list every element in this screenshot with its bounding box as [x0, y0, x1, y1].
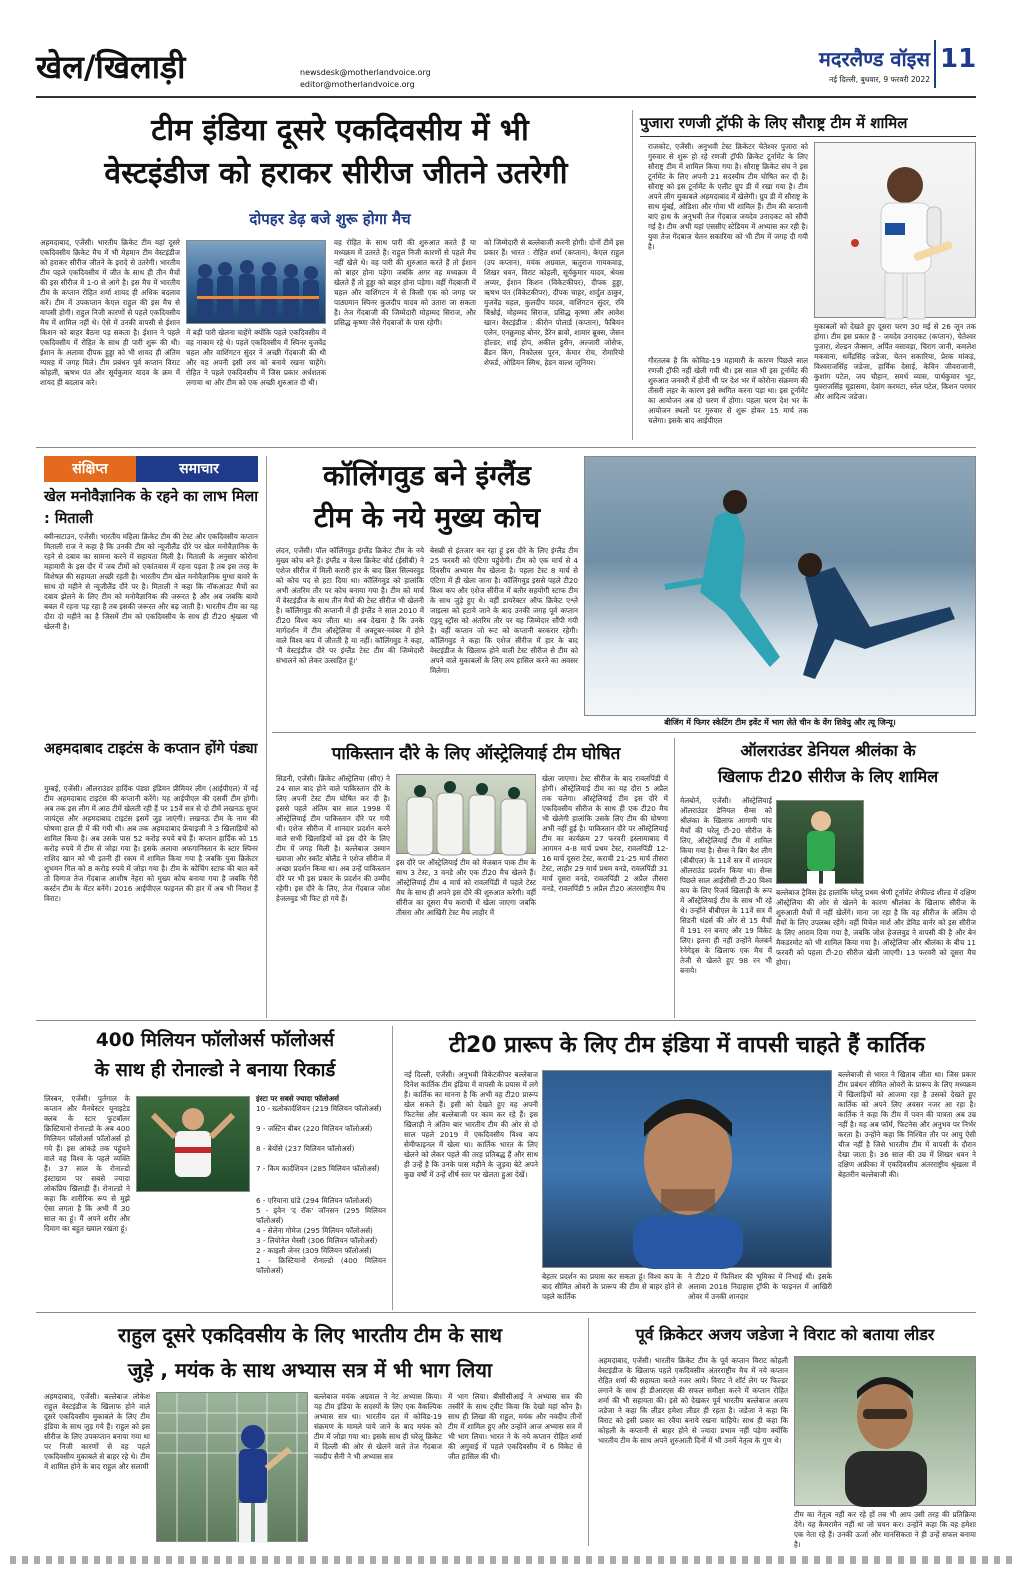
- karthik-column-1: नई दिल्ली, एजेंसी। अनुभवी विकेटकीपर बल्लेबाज दिनेश कार्तिक टीम इंडिया में वापसी के प्रयास में लगे हैं। कार्तिक का मानना है कि अभी वह टी20 प्रारूप खेल सकते हैं। इसी को देखते हुए वह अपनी फिटनेस और बल्लेबाजी पर काम कर रहे हैं। इस खिलाड़ी ने अंतिम बार भारतीय टीम की ओर से दो साल पहले 2019 में एकदिवसीय विश्व कप सेमीफाइनल में खेला था। कार्तिक भारत के लिए खेलने को लेकर पहले की तरह प्रतिबद्ध हैं और साथ ही उन्हें है कि उनके पास महीने के जुड़वा बेटे अपने कुछ वर्षों में उन्हें शीर्ष स्तर पर खेलता हुआ देखें।: [404, 1070, 538, 1179]
- follower-list-item: इंस्टा पर सबसे ज्यादा फॉलोअर्स: [256, 1094, 339, 1103]
- ronaldo-headline-line2: के साथ ही रोनाल्डो ने बनाया रिकार्ड: [94, 1060, 336, 1081]
- pakistan-headline: पाकिस्तान दौरे के लिए ऑस्ट्रेलियाई टीम घोषित: [331, 744, 621, 764]
- follower-list-item: 5 - ड्वेन 'द रॉक' जॉनसन (295 मिलियन फॉलोअर्स): [256, 1206, 386, 1225]
- pandya-body: मुम्बई, एजेंसी। ऑलराउंडर हार्दिक पंड्या इंडियन प्रीमियर लीग (आईपीएल) में नई टीम अहमदाबाद टाइटंस की कप्तानी करेंगे। यह आईपीएल की दसवीं टीम होगी। अब तक इस लीग में आठ टीमें खेलती रही हैं पर 15वें सत्र से दो टीमें लखनऊ सुपर जायंट्स और अहमदाबाद टाइटंस इसमें जुड़ जाएंगी। लखनऊ टीम के नाम की घोषणा हाल ही में की गयी थी। अब तक अहमदाबाद फ्रेंचाइजी ने 3 खिलाड़ियों को शामिल किया है। अब उसके पास 52 करोड़ रुपये बचे हैं। कप्तान हार्दिक को 15 करोड़ रुपये में टीम से जोड़ा गया है। इसके अलावा अफगानिस्तान के स्टार स्पिनर राशिद खान को भी इतनी ही रकम में शामिल किया गया है जबकि युवा क्रिकेटर शुभमन गिल को 8 करोड़ रुपये में जोड़ा गया है। टीम के कोचिंग स्टाफ की बात करें तो दिग्गज तेज गेंदबाज आशीष नेहरा को मुख्य कोच बनाया गया है जबकि गैरी कर्स्टन टीम के मेंटर बनेंगे। 2016 आईपीएल फाइनल की हार में अब भी निराश हैं विराट।: [44, 784, 258, 903]
- mithali-headline: खेल मनोवैज्ञानिक के रहने का लाभ मिला : मिताली: [44, 489, 259, 527]
- lead-headline-line1: टीम इंडिया दूसरे एकदिवसीय में भी: [151, 113, 529, 148]
- email-newsdesk[interactable]: newsdesk@motherlandvoice.org: [300, 68, 431, 77]
- pakistan-column-1: सिडनी, एजेंसी। क्रिकेट ऑस्ट्रेलिया (सीए) ने 24 साल बाद होने वाले पाकिस्तान दौरे के लिए अपनी टेस्ट टीम घोषित कर दी है। इससे पहले अंतिम बार साल 1998 में ऑस्ट्रेलियाई टीम पाकिस्तान दौरे पर गयी थी। एशेज सीरीज में शानदार प्रदर्शन करने वाले सभी खिलाड़ियों को इस दौरे के लिए टीम में जगह मिली है। बल्लेबाज उस्मान ख्वाजा और स्कॉट बोलैंड ने एशेज सीरीज में अच्छा प्रदर्शन किया था। अब उन्हें पाकिस्तान दौरे पर भी इस प्रकार के प्रदर्शन की उम्मीद रहेगी। इस दौरे के लिए, तेज गेंदबाज जोश हेजलवुड भी फिट हो गये हैं।: [276, 774, 390, 903]
- collingwood-column-2: बेसब्री से इंतजार कर रहा हूं इस दौरे के लिए इंग्लैंड टीम 25 फरवरी को एंटिगा पहुंचेगी। टीम को एक मार्च से 4 दिवसीय अभ्यास मैच खेलना है। पहला टेस्ट 8 मार्च से एंटिगा में ही खेला जाना है। कॉलिंगवुड इससे पहले टी20 विश्व कप और एशेज सीरीज में बतौर सहयोगी स्टाफ टीम के साथ जुड़े हुए थे। वहीं डायरेक्टर ऑफ क्रिकेट एश्ले जाइल्स को हटाये जाने के बाद उनकी जगह पूर्व कप्तान एंड्रयू स्ट्रॉस को अंतरिम तौर पर यह जिम्मेदार सौंपी गयी है। वहीं कप्तान जो रूट को कप्तानी बरकरार रहेगी। कॉलिंगवुड ने कहा कि एशेज सीरीज में हार के बाद वेस्टइंडीज के खिलाफ होने वाली टेस्ट सीरीज से टीम को अपने वाले मुकाबलों के लिए लय हासिल करने का अवसर मिलेगा।: [430, 546, 578, 675]
- page-divider-line: [934, 40, 936, 88]
- follower-list-item: 4 - सेलेना गोमेज (295 मिलियन फॉलोअर्स): [256, 1226, 373, 1235]
- ronaldo-headline-line1: 400 मिलियन फॉलोअर्स फॉलोअर्स: [95, 1030, 335, 1051]
- section-rule: [36, 1020, 976, 1021]
- dateline: नई दिल्ली, बुधवार, 9 फरवरी 2022: [829, 75, 930, 84]
- rahul-headline-line1: राहुल दूसरे एकदिवसीय के लिए भारतीय टीम के साथ: [117, 1323, 503, 1347]
- pandya-headline: अहमदाबाद टाइटंस के कप्तान होंगे पंड्या: [44, 741, 258, 757]
- skating-caption: बीजिंग में फिगर स्केटिंग टीम इवेंट में भाग लेते चीन के वेंग शिवेयु और त्यू जिन्यू।: [584, 716, 976, 730]
- karthik-column-2: बल्लेबाजी से भारत ने खिताब जीता था। जिस प्रकार टीम प्रबंधन सीमित ओवरों के प्रारूप के लिए मध्यक्रम में खिलाड़ियों को आजमा रहा है उसको देखते हुए कार्तिक को अपने लिए अवसर नजर आ रहा है। कार्तिक ने कहा कि टीम में पवन की पात्रता अब उम्र नहीं है। यह अब फॉर्म, फिटनेस और अनुभव पर निर्भर करता है। उन्होंने कहा कि निश्चित तौर पर आयु ऐसी चीज नहीं है जिसे भारतीय टीम में वापसी के दौरान देखा जाता है। 36 साल की उम्र में शिखर धवन ने दक्षिण अफ्रीका में एकदिवसीय अंतरराष्ट्रीय श्रृंखला में बेहतरीन बल्लेबाजी की।: [838, 1070, 976, 1179]
- sams-column-2: बल्लेबाज ट्रैविस हेड हालांकि घरेलू प्रथम श्रेणी टूर्नामेंट शेफील्ड शील्ड में दक्षिण ऑस्ट्रेलिया की ओर से खेलने के कारण श्रीलंका के खिलाफ सीरीज के शुरुआती मैचों में नहीं खेलेंगे। माना जा रहा है कि वह सीरीज के अंतिम दो मैचों के लिए उपलब्ध रहेंगे। वहीं मिचेल मार्श और डेविड वार्नर को इस सीरीज के लिए आराम दिया गया है, जबकि जोश हेजलवुड ने वापसी की है और बेन मैकडरमोट को भी शामिल किया गया है। ऑस्ट्रेलिया और श्रीलंका के बीच 11 फरवरी को पहला टी-20 सीरीज खेली जाएगी। 13 फरवरी को दूसरा मैच होगा।: [776, 888, 976, 967]
- rahul-column-1: अहमदाबाद, एजेंसी। बल्लेबाज लोकेश राहुल वेस्टइंडीज के खिलाफ होने वाले दूसरे एकदिवसीय मुकाबले के लिए टीम इंडिया के साथ जुड़ गये हैं। राहुल को इस सीरीज के लिए उपकप्तान बनाया गया था पर निजी कारणों से वह पहले एकदिवसीय मुकाबले से बाहर रहे थे। टीम में शामिल होने के बाद राहुल और सलामी: [44, 1392, 150, 1471]
- karthik-caption-1: बेहतर प्रदर्शन का प्रयास कर सकता हूं। विश्व कप के बाद सीमित ओवरों के प्रारूप की टीम से बाहर होने से पहले कार्तिक: [542, 1272, 682, 1301]
- rahul-column-2: बल्लेबाज मयंक अग्रवाल ने नेट अभ्यास किया। यह टीम इंडिया के सदस्यों के लिए एक वैकल्पिक अभ्यास सत्र था। भारतीय दल में कोविड-19 संक्रमण के मामले पाये जाने के बाद मयंक को टीम में जोड़ा गया था। इसके साथ ही घरेलू क्रिकेट में दिल्ली की ओर से खेलने वाले तेज गेंदबाज नवदीप सैनी ने भी अभ्यास सत्र: [314, 1392, 442, 1461]
- karthik-caption-2: ने टी20 में फिनिशर की भूमिका में निभाई थी। इसके अलावा 2018 निदाहास ट्रॉफी के फाइनल में आखिरी ओवर में उनकी शानदार: [688, 1272, 832, 1301]
- section-rule: [36, 1312, 976, 1313]
- australian-players-graphic: [397, 775, 537, 855]
- ajay-jadeja-graphic: [795, 1357, 977, 1507]
- practice-session-graphic: [157, 1393, 309, 1543]
- column-divider: [588, 1318, 589, 1546]
- lead-column-2: में बड़ी पारी खेलना चाहेंगे क्योंकि पहले एकदिवसीय में वह नाकाम रहे थे। पहले एकदिवसीय में स्पिनर युजवेंद्र चहल और वाशिंगटन सुंदर ने अच्छी गेंदबाजी की थी और यह अपनी इसी लय को बनाये रखना चाहेंगे। रोहित ने पहले एकदिवसीय में जिस प्रकार अर्धशतक लगाया था और टीम को एक अच्छी शुरुआत दी थी।: [186, 328, 326, 387]
- sams-column-1: मेलबोर्न, एजेंसी। ऑस्ट्रेलियाई ऑलराउंडर डेनियल सैम्स को श्रीलंका के खिलाफ आगामी पांच मैचों की घरेलू टी-20 सीरीज के लिए, ऑस्ट्रेलियाई टीम में शामिल किया गया है। सैम्स ने बिग बैश लीग (बीबीएल) के 11वें सत्र में शानदार ऑलराउंड प्रदर्शन किया था। सैम्स पिछले साल आईसीसी टी-20 विश्व कप के लिए रिजर्व खिलाड़ी के रूप में ऑस्ट्रेलियाई टीम के साथ भी रहे थे। उन्होंने बीबीएल के 11वें सत्र में सिडनी थंडर्स की ओर से 15 मैचों में 191 रन बनाए और 19 विकेट लिए। इतना ही नहीं उन्होंने मेलबर्न रेनेगेड्स के खिलाफ एक मैच में तेजी से खेलते हुए 98 रन भी बनाये।: [680, 796, 772, 975]
- ronaldo-column-1: लिस्बन, एजेंसी। पुर्तगाल के कप्तान और मैनचेस्टर यूनाइटेड क्लब के स्टार फुटबॉलर क्रिस्टियानो रोनाल्डो के अब 400 मिलियन फॉलोअर्स फॉलोअर्स हो गये हैं। इस आंकड़े तक पहुंचने वाले वह विश्व के पहले व्यक्ति हैं। 37 साल के रोनाल्डो इंस्टाग्राम पर सबसे ज्यादा लोकप्रिय खिलाड़ी हैं। रोनाल्डो ने कहा कि शारीरिक रूप से मुझे ऐसा लगता है कि अभी मैं 30 साल का हूं। मैं अपने शरीर और दिमाग का बहुत ख्याल रखता हूं।: [44, 1094, 130, 1233]
- brief-tag-part2: समाचार: [179, 461, 219, 477]
- lead-subhead: दोपहर डेढ़ बजे शुरू होगा मैच: [249, 210, 411, 228]
- follower-list-item: 8 - बेयोंसे (237 मिलियन फॉलोअर्स): [256, 1144, 355, 1153]
- batsman-graphic: [815, 143, 977, 319]
- rahul-column-3: में भाग लिया। बीसीसीआई ने अभ्यास सत्र की तस्वीरें के साथ ट्वीट किया कि देखो यहां कौन है। साथ ही लिखा की राहुल, मयंक और नवदीप तीनों टीम में शामिल हुए और उन्होंने आज अभ्यास सत्र में भी भाग लिया। भारत ने के नये कप्तान रोहित शर्मा की अगुवाई में पहले एकदिवसीय में 6 विकेट से जीत हासिल की थी।: [448, 1392, 582, 1461]
- ronaldo-photo: [136, 1096, 250, 1192]
- newspaper-name: मदरलैण्ड वॉइस: [818, 47, 930, 71]
- follower-list-item: 2 - काइली जेनर (309 मिलियन फॉलोअर्स): [256, 1246, 372, 1255]
- mithali-body: क्वीन्सटाउन, एजेंसी। भारतीय महिला क्रिकेट टीम की टेस्ट और एकदिवसीय कप्तान मिताली राज ने कहा है कि उनकी टीम को न्यूजीलैंड दौरे पर खेल मनोवैज्ञानिक के रहने से दबाव का सामना करने में सहायता मिली है। मिताली के अनुसार कोरोना महामारी के इस दौर में जब टीमों को एकांतवास में रहना पड़ता है तब इस तरह के विशेषज्ञ की सहायता अच्छी रहती है। भारतीय टीम खेल मनोवैज्ञानिक मुग्धा बावरे के साथ दो महीने से न्यूजीलैंड दौरे पर है। मिताली ने कहा कि नॉकआउट मैचों का दबाव झेलने के लिए टीम को मनोवैज्ञानिक की जरूरत है और अब जबकि बायो बबल में रहना पड़ रहा है तब इसकी जरूरत और बढ़ जाती है। भारतीय टीम का यह दौरा दो महीने का है जिसमें टीम को एकदिवसीय के साथ ही टी20 श्रृंखला भी खेलनी है।: [44, 532, 258, 631]
- karthik-headline: टी20 प्रारूप के लिए टीम इंडिया में वापसी चाहते हैं कार्तिक: [449, 1033, 925, 1058]
- figure-skating-photo: [584, 456, 976, 716]
- collingwood-column-1: लंदन, एजेंसी। पॉल कॉलिंगवुड इंग्लैंड क्रिकेट टीम के नये मुख्य कोच बने हैं। इंग्लैंड व वेल्स क्रिकेट बोर्ड (ईसीबी) ने एशेज सीरीज में मिली करारी हार के बाद क्रिस सिल्वरवुड को कोच पद से हटा दिया था। कॉलिंगवुड को हालांकि अभी अंतरिम तौर पर कोच बनाया गया है। टीम को मार्च में वेस्टइंडीज के साथ तीन मैचों की टेस्ट सीरीज भी खेलनी है। कॉलिंगवुड की कप्तानी में ही इंग्लैंड ने साल 2010 में टी20 विश्व कप जीता था। अब देखना है कि उनके मार्गदर्शन में टीम ऑस्ट्रेलिया में अक्टूबर-नवंबर में होने वाले विश्व कप में जीतती है या नहीं। कॉलिंगवुड ने कहा, 'मैं वेस्टइंडीज दौरे पर इंग्लैंड टेस्ट टीम की जिम्मेदारी संभालने को लेकर उत्साहित हूं।': [276, 546, 424, 665]
- section-title: खेल/खिलाड़ी: [36, 48, 186, 86]
- section-rule: [36, 447, 976, 448]
- jadeja-column-1: अहमदाबाद, एजेंसी। भारतीय क्रिकेट टीम के पूर्व कप्तान विराट कोहली वेस्टइंडीज के खिलाफ पहले एकदिवसीय अंतरराष्ट्रीय मैच में नये कप्तान रोहित शर्मा की सहायता करते नजर आये। विराट ने शॉर्ट लेग पर फिल्डर लगाने के साथ ही डीआरएस की सफल समीक्षा करने में कप्तान रोहित शर्मा की भी सहायता की। इसे को देखकर पूर्व भारतीय बल्लेबाज अजय जडेजा ने कहा कि लीडर हमेशा लीडर ही रहता है। जडेजा ने कहा कि विराट को इसी प्रकार का रवैया बनाये रखना चाहिये। साथ ही कहा कि कोहली के कप्तानी से बाहर होने से ज्यादा प्रभाव नहीं पड़ेगा क्योंकि भारतीय टीम के साथ अपने शुरुआती दिनों में भी उनमें नेतृत्व के गुण थे।: [598, 1356, 788, 1445]
- column-divider: [266, 456, 267, 1018]
- collingwood-headline-line1: कॉलिंगवुड बने इंग्लैंड: [323, 459, 531, 492]
- lead-column-1: अहमदाबाद, एजेंसी। भारतीय क्रिकेट टीम यहां दूसरे एकदिवसीय क्रिकेट मैच में भी मेहमान टीम वेस्टइंडीज को हराकर सीरीज जीतने के इरादे से उतरेगी। भारतीय टीम पहले एकदिवसीय में जीत के साथ ही तीन मैचों की इस सीरीज में 1-0 से आगे है। इस मैच में भारतीय टीम के कप्तान रोहित शर्मा शायद ही अधिक बदलाव करें। टीम में उपकप्तान केएल राहुल की इस मैच से वापसी होगी। राहुल निजी कारणों से पहले एकदिवसीय मैच में शामिल नहीं थे। ऐसे में उनकी वापसी से ईशान किशन को बाहर बैठना पड़ सकता है। ईशान ने पहले एकदिवसीय में रोहित के साथ ही पारी शुरू की थी। ईशान के अलावा दीपक हुड्डा को भी शायद ही अंतिम ग्यारह में जगह मिले। टीम प्रबंधन पूर्व कप्तान विराट कोहली, ऋषभ पंत और सूर्यकुमार यादव के क्रम में शायद ही बदलाव करे।: [40, 238, 180, 387]
- follower-list-item: 1 - क्रिस्टियानो रोनाल्डो (400 मिलियन फॉलोअर्स): [256, 1256, 386, 1275]
- jadeja-headline: पूर्व क्रिकेटर अजय जडेजा ने विराट को बताया लीडर: [635, 1325, 935, 1344]
- instagram-follower-list-continued: [136, 1196, 386, 1308]
- jadeja-photo: [794, 1356, 976, 1506]
- karthik-photo: [542, 1070, 832, 1268]
- sams-headline-line2: खिलाफ टी20 सीरीज के लिए शामिल: [717, 767, 939, 786]
- email-editor[interactable]: editor@motherlandvoice.org: [300, 80, 415, 89]
- pakistan-column-2: इस दौरे पर ऑस्ट्रेलियाई टीम को मेजबान पाक टीम के साथ 3 टेस्ट, 3 वनडे और एक टी20 मैच खेलने हैं। ऑस्ट्रेलियाई टीम 4 मार्च को रावलपिंडी में पहले टेस्ट मैच के साथ ही अपने इस दौरे की शुरुआत करेगी। वहीं सीरीज का दूसरा मैच कराची में खेला जाएगा जबकि तीसरा और आखिरी टेस्ट मैच लाहौर में: [396, 858, 536, 917]
- follower-list-item: 9 - जस्टिन बीबर (220 मिलियन फॉलोअर्स): [256, 1124, 373, 1133]
- column-divider: [392, 1026, 393, 1310]
- team-india-photo: [186, 240, 326, 324]
- column-divider: [632, 110, 633, 440]
- rahul-headline-line2: जुड़े , मयंक के साथ अभ्यास सत्र में भी भाग लिया: [127, 1358, 493, 1382]
- column-divider: [674, 738, 675, 1018]
- karthik-portrait-graphic: [543, 1071, 833, 1269]
- masthead-rule: [36, 96, 976, 98]
- australia-team-photo: [396, 774, 536, 854]
- pujara-photo: [814, 142, 976, 318]
- cricketer-graphic: [777, 801, 865, 885]
- rahul-photo: [156, 1392, 308, 1542]
- brief-tag-part1: संक्षिप्त: [44, 456, 136, 482]
- lead-column-4: को जिम्मेदारी से बल्लेबाजी करनी होगी। दोनों टीमें इस प्रकार हैं। भारत : रोहित शर्मा (कप्तान), केएल राहुल (उप कप्तान), मयंक अग्रवाल, ऋतुराज गायकवाड़, शिखर धवन, विराट कोहली, सूर्यकुमार यादव, श्रेयस अय्यर, ईशान किशन (विकेटकीपर), दीपक हुड्डा, ऋषभ पंत (विकेटकीपर), दीपक चाहर, शार्दुल ठाकुर, युजवेंद्र चहल, कुलदीप यादव, वाशिंगटन सुंदर, रवि बिश्नोई, मोहम्मद सिराज, प्रसिद्ध कृष्णा और आवेश खान। वेस्टइंडीज : कीरोन पोलार्ड (कप्तान), फैबियन एलेन, एनक्रुमाह बोनर, डैरेन ब्रावो, शामार ब्रूक्स, जेसन होल्डर, शाई होप, अकील हुसैन, अल्जारी जोसेफ, ब्रैंडन किंग, निकोलस पूरन, केमार रोच, रोमारियो शेफर्ड, ओडियन स्मिथ, हेडन वाल्श जूनियर।: [484, 238, 624, 367]
- players-huddle-graphic: [187, 241, 327, 325]
- brief-tag: [44, 456, 258, 482]
- lead-column-3: वह रोहित के साथ पारी की शुरुआत करते हैं या मध्यक्रम में उतरते हैं। राहुल निजी कारणों से पहले मैच नहीं खेले थे। वह पारी की शुरुआत करते हैं तो ईशान को बाहर होना पड़ेगा जबकि अगर वह मध्यक्रम में खेलते हैं तो हुड्डा को बाहर होना पड़ेगा। वहीं गेंदबाजी में चहल और वाशिंगटन में से किसी एक को जगह पर पाठ्यमान स्पिनर कुलदीप यादव को उतारा जा सकता है। तेज गेंदबाजी की जिम्मेदारी मोहम्मद सिराज, और प्रसिद्ध कृष्णा जैसे गेंदबाजों के पास रहेगी।: [334, 238, 476, 327]
- follower-list-item: 7 - किम कार्दशियन (285 मिलियन फॉलोअर्स): [256, 1164, 380, 1173]
- follower-list-item: 3 - लियोनेल मेस्सी (306 मिलियन फॉलोअर्स): [256, 1236, 378, 1245]
- pujara-rule: [640, 136, 976, 137]
- sams-headline-line1: ऑलराउंडर डेनियल श्रीलंका के: [740, 741, 916, 760]
- jadeja-photo-caption: टीम का नेतृत्व नहीं कर रहे हों तब भी आप उसी तरह की प्रतिक्रिया देंगे। यह कैमरामैन नहीं था जो चयन कर। उन्होंने कहा कि वह हमेशा एक नेता रहे हैं। उनकी ऊर्जा और मानसिकता ने ही उन्हें सफल बनाया है।: [794, 1510, 976, 1549]
- sams-photo: [776, 800, 864, 884]
- pujara-headline: पुजारा रणजी ट्रॉफी के लिए सौराष्ट्र टीम में शामिल: [640, 114, 908, 132]
- pujara-column-1: राजकोट, एजेंसी। अनुभवी टेस्ट क्रिकेटर चेतेश्वर पुजारा को गुरुवार से शुरू हो रहे रणजी ट्रॉफी क्रिकेट टूर्नामेंट के लिए सौराष्ट्र टीम में शामिल किया गया है। सौराष्ट्र क्रिकेट संघ ने इस टूर्नामेंट के लिए अपनी 21 सदस्यीय टीम घोषित कर दी है। सौराष्ट्र को इस टूर्नामेंट के एलीट ग्रुप डी में रखा गया है। टीम अपने लीग मुकाबले अहमदाबाद में खेलेगी। ग्रुप डी में सौराष्ट्र के साथ मुंबई, ओडिशा और गोवा भी शामिल हैं। टीम की कप्तानी बाएं हाथ के अनुभवी तेज गेंदबाज जयदेव उनादकट को सौंपी गई है। टीम अभी यहां एससीए स्टेडियम में अभ्यास कर रही है। युवा तेज गेंदबाज चेतन सकारिया को भी टीम में जगह दी गयी है।: [648, 142, 808, 251]
- lead-headline-line2: वेस्टइंडीज को हराकर सीरीज जीतने उतरेगी: [104, 156, 568, 191]
- pujara-column-3: मुकाबलों को देखते हुए दूसरा चरण 30 मई से 26 जून तक होगा। टीम इस प्रकार है - जयदेव उनादकट (कप्तान), चेतेश्वर पुजारा, शेल्डन जैक्सन, अर्पित वसावड़ा, चिराग जानी, कमलेश मकवाना, धर्मेंद्रसिंह जडेजा, चेतन सकारिया, प्रेरक मांकड़, विश्वराजसिंह जडेजा, हार्विक देसाई, केविन जीवराजानी, कुशांग पटेल, जय चौहान, समर्थ व्यास, पार्थकुमार भुट, युवराजसिंह चूडासमा, देवांग करमटा, स्नेल पटेल, किशन परमार और आदित्य जडेजा।: [814, 322, 976, 401]
- registration-strip: [10, 1556, 1014, 1564]
- follower-list-item: 10 - ख्लोकार्दशियन (219 मिलियन फॉलोअर्स): [256, 1104, 382, 1113]
- follower-list-item: 6 - एरियाना ग्रांडे (294 मिलियन फॉलोअर्स): [256, 1196, 373, 1205]
- collingwood-headline-line2: टीम के नये मुख्य कोच: [313, 501, 541, 534]
- footballer-graphic: [137, 1097, 251, 1193]
- page-number: 11: [940, 44, 977, 74]
- pujara-column-2: गौरतलब है कि कोविड-19 महामारी के कारण पिछले साल रणजी ट्रॉफी नहीं खेली गयी थी। इस साल भी इस टूर्नामेंट की शुरुआत जनवरी में होनी थी पर देश भर में कोरोना संक्रमण की तीसरी लहर के कारण इसे स्थगित करना पड़ा था। इस टूर्नामेंट का आयोजन अब दो चरण में होगा। पहला चरण देश भर के आयोजन स्थलों पर गुरुवार से शुरू होकर 15 मार्च तक चलेगा। इसके बाद आईपीएल: [648, 356, 808, 425]
- pakistan-column-3: खेला जाएगा। टेस्ट सीरीज के बाद रावलपिंडी में होगी। ऑस्ट्रेलियाई टीम का यह दौरा 5 अप्रैल तक चलेगा। ऑस्ट्रेलियाई टीम इस दौरे में एकदिवसीय सीरीज के साथ ही एक टी20 मैच भी खेलेगी हालांकि उसके लिए टीम की घोषणा अभी नहीं हुई है। पाकिस्तान दौरे पर ऑस्ट्रेलियाई टीम का कार्यक्रम 27 फरवरी इस्लामाबाद में आगमन 4-8 मार्च प्रथम टेस्ट, रावलपिंडी 12-16 मार्च दूसरा टेस्ट, कराची 21-25 मार्च तीसरा टेस्ट, लाहौर 29 मार्च प्रथम वनडे, रावलपिंडी 31 मार्च दूसरा वनडे, रावलपिंडी 2 अप्रैल तीसरा वनडे, रावलपिंडी 5 अप्रैल टी20 अंतरराष्ट्रीय मैच: [542, 774, 668, 893]
- section-rule: [272, 732, 976, 733]
- skaters-graphic: [585, 457, 977, 717]
